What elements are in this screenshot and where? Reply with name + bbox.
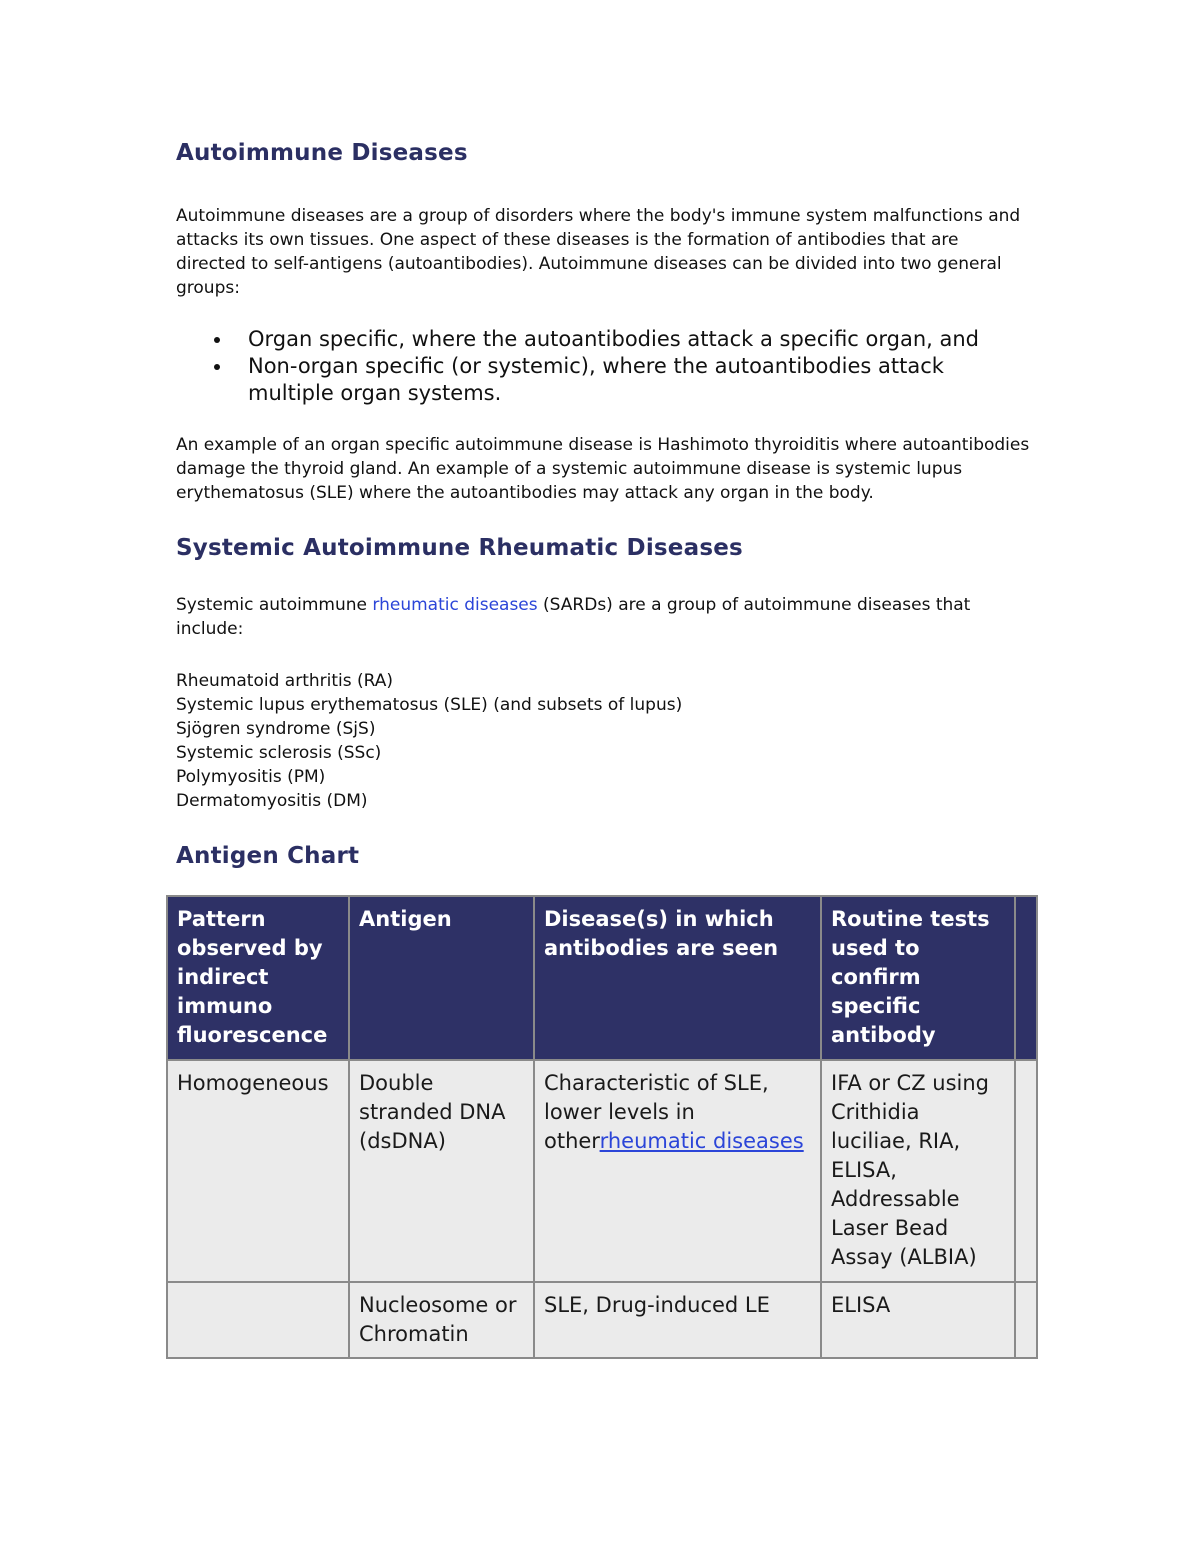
list-item: Systemic lupus erythematosus (SLE) (and subsets of lupus) (176, 695, 683, 715)
sards-intro-text: (SARDs) are a group of autoimmune diseases that include: (176, 595, 971, 639)
list-item: Sjögren syndrome (SjS) (176, 719, 376, 739)
header-pattern: Pattern observed by indirect immuno fluorescence (167, 896, 349, 1060)
list-item: Non-organ specific (or systemic), where the autoantibodies attack multiple organ systems. (248, 353, 1036, 407)
header-empty (1015, 896, 1037, 1060)
sards-disease-list (176, 669, 1036, 813)
table-row (167, 1282, 1037, 1358)
cell-empty (1015, 1282, 1037, 1358)
example-paragraph: An example of an organ specific autoimmune disease is Hashimoto thyroiditis where autoantibodies damage the thyroid gland. An example of a systemic autoimmune disease is systemic lupus erythematosus (SLE) where the autoantibodies may attack any organ in the body. (176, 435, 1030, 503)
cell-antigen: Double stranded DNA (dsDNA) (349, 1060, 534, 1282)
list-item: Dermatomyositis (DM) (176, 791, 368, 811)
cell-diseases: SLE, Drug-induced LE (534, 1282, 821, 1358)
section-title-sards: Systemic Autoimmune Rheumatic Diseases (176, 535, 743, 561)
section-title-antigen-chart: Antigen Chart (176, 843, 360, 869)
disease-groups-list (176, 326, 1036, 407)
section-title-autoimmune: Autoimmune Diseases (176, 140, 468, 166)
list-item: Polymyositis (PM) (176, 767, 326, 787)
cell-pattern (167, 1282, 349, 1358)
header-antigen: Antigen (349, 896, 534, 1060)
cell-tests: IFA or CZ using Crithidia luciliae, RIA, ELISA, Addressable Laser Bead Assay (ALBIA) (821, 1060, 1015, 1282)
cell-diseases (534, 1060, 821, 1282)
cell-pattern: Homogeneous (167, 1060, 349, 1282)
header-routine-tests: Routine tests used to confirm specific antibody (821, 896, 1015, 1060)
list-item: Rheumatoid arthritis (RA) (176, 671, 394, 691)
cell-empty (1015, 1060, 1037, 1282)
sards-intro-paragraph (176, 593, 1036, 641)
cell-diseases-text: Characteristic of SLE, lower levels in other (544, 1071, 769, 1153)
cell-tests: ELISA (821, 1282, 1015, 1358)
table-row (167, 1060, 1037, 1282)
sards-intro-text: Systemic autoimmune (176, 595, 373, 615)
list-item: Organ specific, where the autoantibodies attack a specific organ, and (248, 326, 1036, 353)
rheumatic-diseases-link[interactable]: rheumatic diseases (372, 595, 538, 615)
table-header-row (167, 896, 1037, 1060)
rheumatic-diseases-table-link[interactable]: rheumatic diseases (599, 1129, 804, 1153)
intro-paragraph: Autoimmune diseases are a group of disorders where the body's immune system malfunctions and attacks its own tissues. One aspect of these diseases is the formation of antibodies that are directed to self-antigens (autoantibodies). Autoimmune diseases can be divided into two general groups: (176, 206, 1021, 298)
list-item: Systemic sclerosis (SSc) (176, 743, 382, 763)
antigen-chart-table (166, 895, 1038, 1359)
header-diseases: Disease(s) in which antibodies are seen (534, 896, 821, 1060)
cell-antigen: Nucleosome or Chromatin (349, 1282, 534, 1358)
document-page (176, 140, 1036, 1359)
